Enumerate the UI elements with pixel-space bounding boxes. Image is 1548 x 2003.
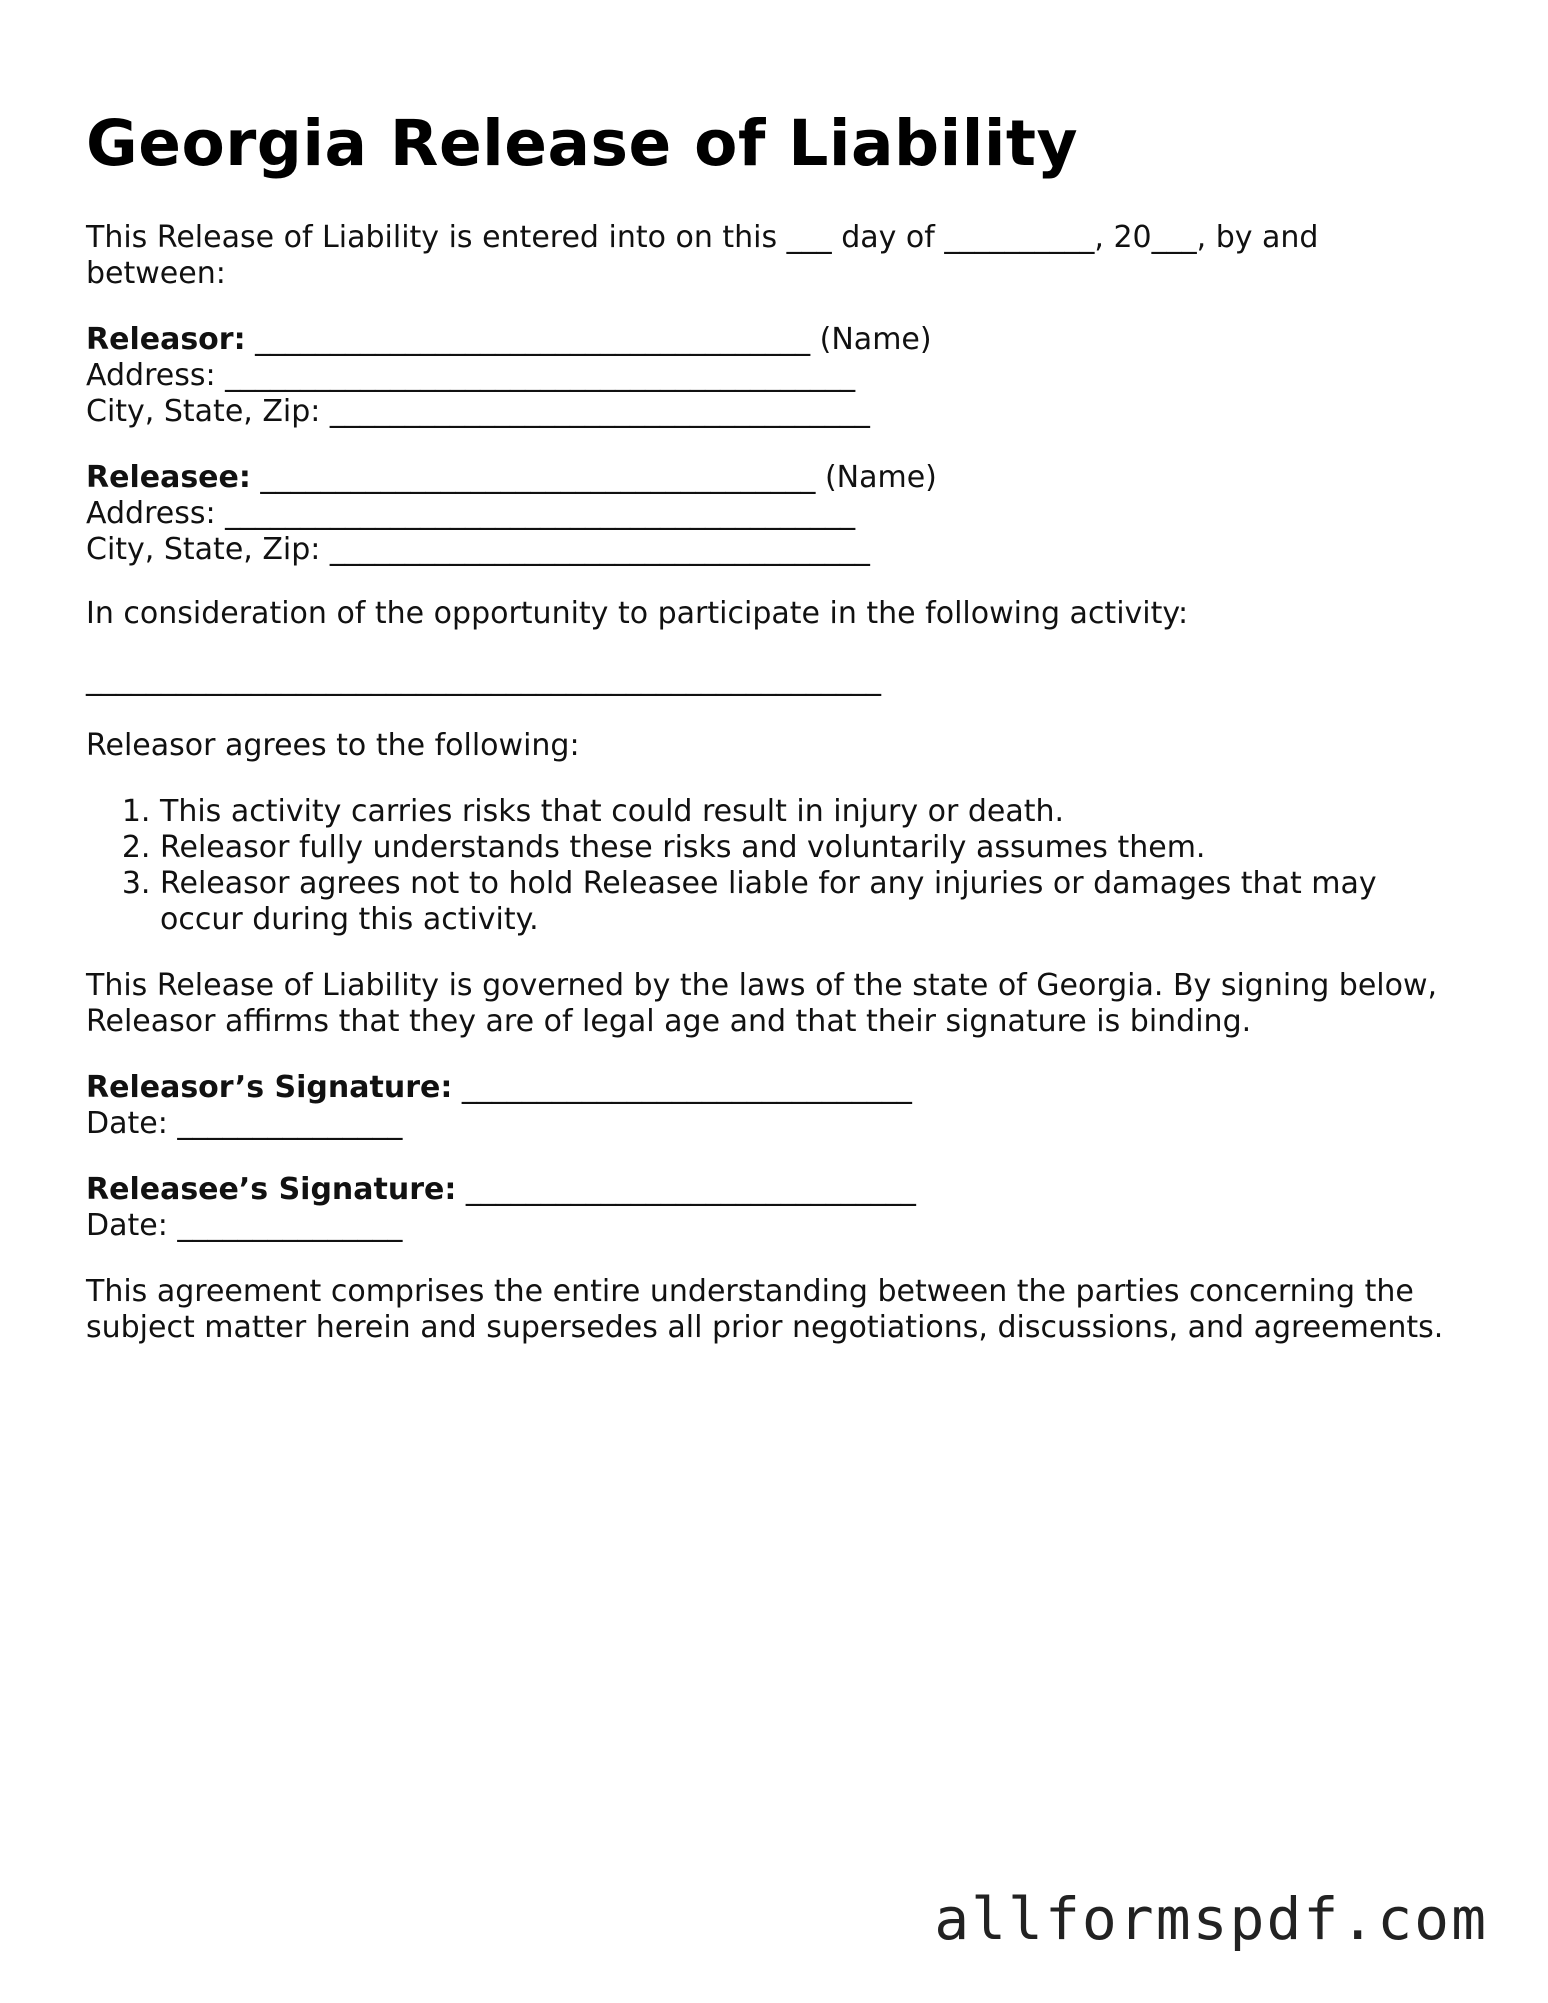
document-page: [86, 104, 1466, 1346]
document-title: Georgia Release of Liability: [86, 107, 1079, 180]
governing-law-paragraph: This Release of Liability is governed by the laws of the state of Georgia. By signing below, Releasor affirms that they are of legal age and that their signature is binding.: [86, 968, 1438, 1039]
releasee-name-line: [86, 460, 1466, 496]
agrees-intro: Releasor agrees to the following:: [86, 728, 580, 763]
releasor-city-state-zip-field: City, State, Zip: ____________________________________: [86, 394, 870, 429]
releasee-signature-field: ______________________________: [456, 1172, 916, 1207]
watermark: allformspdf.com: [934, 1885, 1488, 1953]
releasor-signature-label: Releasor’s Signature:: [86, 1070, 453, 1105]
releasee-label: Releasee:: [86, 460, 251, 495]
term-item: 2. Releasor fully understands these risks and voluntarily assumes them.: [160, 830, 1466, 866]
releasee-signature-line: [86, 1172, 1466, 1208]
closing-paragraph: This agreement comprises the entire understanding between the parties concerning the subject matter herein and supersedes all prior negotiations, discussions, and agreements.: [86, 1274, 1444, 1345]
releasor-name-field: _____________________________________ (Name): [245, 322, 932, 357]
releasee-block: [86, 460, 1466, 568]
terms-list: [86, 794, 1466, 938]
consideration-paragraph: In consideration of the opportunity to participate in the following activity:: [86, 596, 1189, 631]
releasor-date-field: Date: _______________: [86, 1106, 403, 1141]
releasor-signature-line: [86, 1070, 1466, 1106]
term-item: 1. This activity carries risks that could result in injury or death.: [160, 794, 1466, 830]
releasor-block: [86, 322, 1466, 430]
releasee-city-state-zip-field: City, State, Zip: ____________________________________: [86, 532, 870, 567]
intro-paragraph: This Release of Liability is entered into on this ___ day of __________, 20___, by and between:: [86, 220, 1319, 291]
releasor-address-field: Address: __________________________________________: [86, 358, 856, 393]
activity-field: _____________________________________________________: [86, 662, 881, 697]
releasor-label: Releasor:: [86, 322, 246, 357]
releasor-signature-field: ______________________________: [452, 1070, 912, 1105]
releasee-signature-label: Releasee’s Signature:: [86, 1172, 457, 1207]
releasee-name-field: _____________________________________ (Name): [250, 460, 937, 495]
releasor-signature-block: [86, 1070, 1466, 1142]
releasee-date-field: Date: _______________: [86, 1208, 403, 1243]
releasor-name-line: [86, 322, 1466, 358]
releasee-address-field: Address: __________________________________________: [86, 496, 856, 531]
releasee-signature-block: [86, 1172, 1466, 1244]
term-item: 3. Releasor agrees not to hold Releasee liable for any injuries or damages that may occur during this activity.: [160, 866, 1466, 938]
